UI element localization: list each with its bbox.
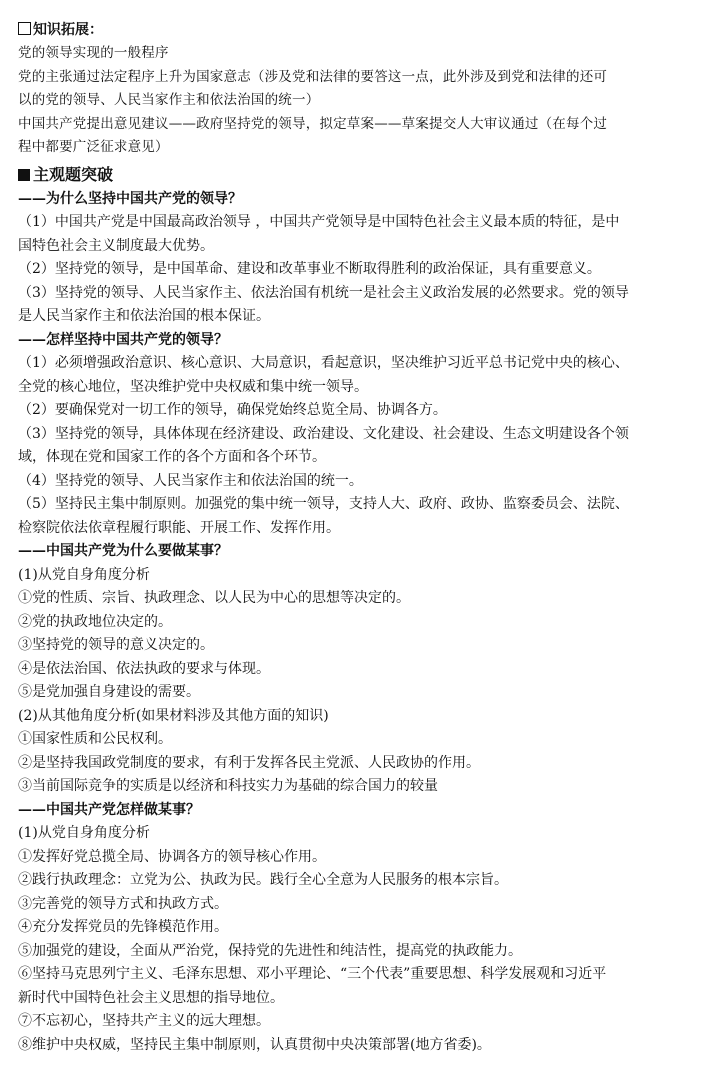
block-line: ②践行执政理念：立党为公、执政为民。践行全心全意为人民服务的根本宗旨。 [18,872,508,888]
section-title: 主观题突破 [33,164,114,184]
block-line: ⑤加强党的建设，全面从严治党，保持党的先进性和纯洁性，提高党的执政能力。 [18,942,522,959]
block-line: （1）必须增强政治意识、核心意识、大局意识，看起意识，坚决维护习近平总书记党中央的核心、 [18,355,629,371]
block-line: ⑤是党加强自身建设的需要。 [18,684,200,700]
extension-line: 以的党的领导、人民当家作主和依法治国的统一） [18,92,320,108]
block-line: ③完善党的领导方式和执政方式。 [18,895,228,912]
block-line: ④是依法治国、依法执政的要求与体现。 [18,660,270,677]
block-line: 新时代中国特色社会主义思想的指导地位。 [18,989,284,1006]
block-line: ①发挥好党总揽全局、协调各方的领导核心作用。 [18,848,326,865]
block-line: ④充分发挥党员的先锋模范作用。 [18,919,228,935]
extension-title: 知识拓展： [33,22,103,38]
extension-line: 程中都要广泛征求意见） [18,139,169,155]
checkbox-square-icon [18,22,31,35]
block-line: ⑥坚持马克思列宁主义、毛泽东思想、邓小平理论、“三个代表”重要思想、科学发展观和习近平 [18,966,607,982]
extension-title-row [18,18,708,42]
black-square-icon [18,169,30,181]
block-line: （4）坚持党的领导、人民当家作主和依法治国的统一。 [18,472,363,489]
block-line: ⑦不忘初心，坚持共产主义的远大理想。 [18,1013,270,1029]
block-line: ②党的执政地位决定的。 [18,613,172,630]
block-heading: ——怎样坚持中国共产党的领导？ [18,331,228,348]
block-line: (2)从其他角度分析(如果材料涉及其他方面的知识) [18,707,329,724]
block-line: （5）坚持民主集中制原则。加强党的集中统一领导，支持人大、政府、政协、监察委员会、法院、 [18,496,629,512]
block-line: ③坚持党的领导的意义决定的。 [18,637,214,653]
block-line: (1)从党自身角度分析 [18,566,150,583]
block-heading: ——中国共产党为什么要做某事？ [18,543,228,559]
block-line: （3）坚持党的领导，具体体现在经济建设、政治建设、文化建设、社会建设、生态文明建设各个领 [18,425,629,442]
block-line: 检察院依法依章程履行职能、开展工作、发挥作用。 [18,519,340,536]
extension-line: 中国共产党提出意见建议——政府坚持党的领导，拟定草案——草案提交人大审议通过（在每个过 [18,115,608,132]
extension-line: 党的领导实现的一般程序 [18,45,169,61]
block-line: 域，体现在党和国家工作的各个方面和各个环节。 [18,449,326,465]
block-line: （3）坚持党的领导、人民当家作主、依法治国有机统一是社会主义政治发展的必然要求。党的领导 [18,284,629,301]
block-line: ⑧维护中央权威，坚持民主集中制原则，认真贯彻中央决策部署(地方省委)。 [18,1036,491,1053]
block-heading: ——中国共产党怎样做某事？ [18,801,200,818]
block-line: 是人民当家作主和依法治国的根本保证。 [18,308,270,324]
block-line: 全党的核心地位，坚决维护党中央权威和集中统一领导。 [18,378,368,395]
document-page [18,18,708,1057]
block-heading: ——为什么坚持中国共产党的领导？ [18,190,242,207]
section-title-row [18,162,708,188]
block-line: ③当前国际竞争的实质是以经济和科技实力为基础的综合国力的较量 [18,778,438,794]
block-line: （2）坚持党的领导，是中国革命、建设和改革事业不断取得胜利的政治保证，具有重要意义。 [18,261,601,277]
block-line: ①党的性质、宗旨、执政理念、以人民为中心的思想等决定的。 [18,590,410,606]
extension-line: 党的主张通过法定程序上升为国家意志（涉及党和法律的要答这一点，此外涉及到党和法律的还可 [18,68,608,85]
block-line: 国特色社会主义制度最大优势。 [18,237,214,254]
block-line: （1）中国共产党是中国最高政治领导 ，中国共产党领导是中国特色社会主义最本质的特征，是中 [18,214,620,230]
block-line: （2）要确保党对一切工作的领导，确保党始终总览全局、协调各方。 [18,402,447,418]
block-line: ①国家性质和公民权利。 [18,731,172,747]
block-line: (1)从党自身角度分析 [18,825,150,841]
block-line: ②是坚持我国政党制度的要求，有利于发挥各民主党派、人民政协的作用。 [18,754,480,771]
